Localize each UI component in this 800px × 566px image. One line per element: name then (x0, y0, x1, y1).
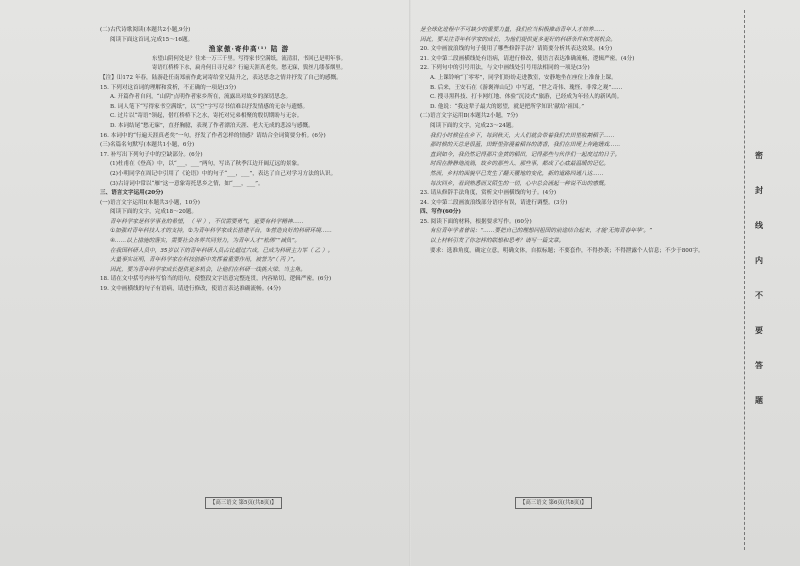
left-text-line: 15. 下列对这首词的理解和赏析，不正确的一项是(3分) (100, 84, 237, 91)
right-text-line: 22. 下列句中的引号用法，与文中画线处引号用法相同的一项是(3分) (420, 65, 590, 72)
right-text-line: 那时候的天总是很蓝，田野里弥漫着稻谷的清香，我们在田埂上奔跑嬉戏…… (430, 142, 621, 149)
left-text-line: 三、语言文字运用(20分) (100, 190, 164, 197)
left-text-line: (二)古代诗歌阅读(本题共2小题,9分) (100, 27, 191, 33)
left-text-line: 因此，要为青年科学家成长提供更多机会，让他们在科研一线挑大梁、当主角。 (110, 266, 306, 273)
left-text-line: C. 过片以“寄语”领起，借红桥桥下之水，寄托对兄弟相聚的殷切期盼与无奈。 (110, 113, 303, 120)
left-text-line: 16. 本词中的“行遍天涯真老矣”一句，抒发了作者怎样的情感？请结合全词简要分析。(6分) (100, 132, 326, 139)
seal-line (744, 10, 745, 550)
left-text-line: D. 本词结尾“愁无寐”，直抒胸臆，表现了作者漂泊天涯、老大无成的悲凉与感慨。 (110, 122, 314, 129)
right-text-line: 我们小时候住在乡下，每到秋天，大人们就会带着我们去田里收割稻子…… (430, 132, 615, 139)
seal-line-char: 内 (755, 255, 763, 265)
left-text-line: (3)古诗词中常以“雁”这一意象寄托思乡之情，如“___，___”。 (110, 180, 264, 187)
seal-line-char: 要 (755, 325, 763, 335)
right-text-line: 四、写作(60分) (420, 209, 462, 216)
seal-line-char: 不 (755, 290, 763, 300)
right-text-line: 以上材料引发了你怎样的联想和思考？请写一篇文章。 (430, 238, 565, 245)
left-text-line: A. 开篇作者自问，“山阴”点明作者家乡所在，流露出对故乡的深切思念。 (110, 94, 292, 101)
right-text-line: C. 搜寻黑科技、打卡网红地、体验“沉浸式”旅游，已经成为年轻人的新风尚。 (430, 94, 623, 101)
right-text-line: D. 他说：“我这辈子最大的愿望，就是把所学知识‘献给’祖国。” (430, 103, 585, 110)
seal-line-char: 封 (755, 185, 763, 195)
left-text-line: ①加强对青年科技人才的支持，②为青年科学家成长搭建平台，③营造良好的科研环境…… (110, 228, 333, 235)
left-page-footer: 【高三语文 第5页(共8页)】 (205, 497, 282, 509)
right-text-line: 因此，要关注青年科学家的成长，为他们提供更多更好的科研条件和发展机会。 (420, 36, 616, 43)
left-text-line: (2)小明同学在周记中引用了《论语》中的句子“___，___”，表达了自己对学习方法的认识。 (110, 170, 337, 177)
page-spine (409, 0, 411, 566)
right-text-line: 25. 阅读下面的材料，根据要求写作。(60分) (420, 218, 532, 225)
left-text-line: B. 词人笔下“写得家书空满纸”，以“空”字写尽书信难以抒发情感的无奈与遗憾。 (110, 103, 309, 110)
right-text-line: B. 后来，王安石在《游褒禅山记》中写道，“世之奇伟、瑰怪、非常之观”…… (430, 84, 623, 91)
left-page-content (100, 26, 398, 546)
right-text-line: 是全球化进程中不可缺少的重要力量，我们应当积极推动青年人才培养…… (420, 27, 605, 33)
left-text-line: 青年科学家是科学事业的希望，（ 甲 ），不仅需要勇气，更要有科学精神…… (110, 218, 304, 225)
right-text-line: 20. 文中画波浪线的句子使用了哪些修辞手法？请简要分析其表达效果。(4分) (420, 46, 613, 53)
left-text-line: 【注】⑴172 年春，陆游赴任南郑前作此词寄给堂兄陆升之，表达思念之情并抒发了自己的感慨。 (100, 74, 342, 81)
left-text-line: 东望山阴何处是？往来一万三千里。写得家书空满纸，流清泪，书回已是明年事。 (151, 55, 347, 62)
left-text-line: (1)杜甫在《登高》中，以“___，___”两句，写出了秋季江边开阔辽远的景象。 (110, 161, 303, 168)
right-text-line: 然而，乡村的面貌早已发生了翻天覆地的变化，新的道路四通八达…… (430, 170, 604, 177)
right-text-line: 时间在静静地流淌，故乡的那些人、那些事，都成了心底最温暖的记忆。 (430, 161, 610, 168)
left-text-line: 19. 文中画横线的句子有语病，请进行修改，使语言表达准确流畅。(4分) (100, 286, 281, 293)
right-text-line: 要求：选准角度，确定立意，明确文体，自拟标题；不要套作，不得抄袭；不得泄露个人信息；不少于800字。 (430, 247, 704, 254)
left-text-line: 17. 补写出下列句子中的空缺部分。(6分) (100, 151, 203, 158)
right-text-line: 24. 文中第二段画波浪线部分语序有误，请进行调整。(3分) (420, 199, 568, 206)
right-text-line: A. 上课铃响“丁零零”，同学们纷纷走进教室，安静地坐在座位上准备上课。 (430, 74, 617, 81)
left-text-line: 在我国科研人员中，35岁以下的青年科研人员占比超过六成，已成为科研主力军（ 乙 ）。 (110, 247, 334, 254)
seal-line-char: 题 (755, 395, 763, 405)
right-text-line: 有位青年学者曾说：“……要把自己的理想同祖国的前途结合起来，才能‘无悔青春年华’。” (430, 228, 652, 235)
left-text-line: (三)名篇名句默写(本题共1小题，6分) (100, 142, 195, 149)
left-text-line: 渔家傲·寄仲高⁽¹⁾ 陆 游 (208, 45, 290, 54)
seal-line-char: 线 (755, 220, 763, 230)
right-text-line: 阅读下面的文字，完成23～24题。 (430, 122, 517, 129)
seal-line-char: 答 (755, 360, 763, 370)
left-text-line: (一)语言文字运用Ⅰ(本题共3小题，10分) (100, 199, 200, 206)
left-text-line: 寄语红桥桥下水，扁舟何日寻兄弟？行遍天涯真老矣。愁无寐，鬓丝几缕茶烟里。 (151, 65, 347, 72)
right-text-line: 每次回乡，看到熟悉而又陌生的一切，心中总会涌起一种说不出的感慨。 (430, 180, 610, 187)
right-text-line: 直到如今，我仍然记得那片金黄的稻田，记得那些与伙伴们一起度过的日子。 (430, 151, 621, 158)
left-text-line: 大量事实证明，青年科学家在科技创新中发挥着重要作用，被誉为“（ 丙 ）”。 (110, 257, 299, 264)
right-text-line: 23. 请从修辞手法角度，赏析文中画横线的句子。(4分) (420, 190, 557, 197)
left-text-line: ④……以上措施的落实，需要社会各界共同努力，为青年人才“松绑”“减负”。 (110, 238, 301, 245)
seal-line-char: 密 (755, 150, 763, 160)
right-text-line: (二)语言文字运用Ⅱ(本题共2小题，7分) (420, 113, 518, 120)
right-page-content (420, 26, 718, 546)
left-text-line: 阅读下面这首词,完成15～16题。 (110, 36, 194, 43)
left-text-line: 阅读下面的文字，完成18～20题。 (110, 209, 197, 216)
right-text-line: 21. 文中第二段画横线处有语病，请进行修改，使语言表达准确流畅，逻辑严密。(4分) (420, 55, 635, 62)
right-page-footer: 【高三语文 第6页(共8页)】 (515, 497, 592, 509)
left-text-line: 18. 请在文中括号内补写恰当的语句，使整段文字语意完整连贯，内容贴切，逻辑严密。(6分) (100, 276, 332, 283)
